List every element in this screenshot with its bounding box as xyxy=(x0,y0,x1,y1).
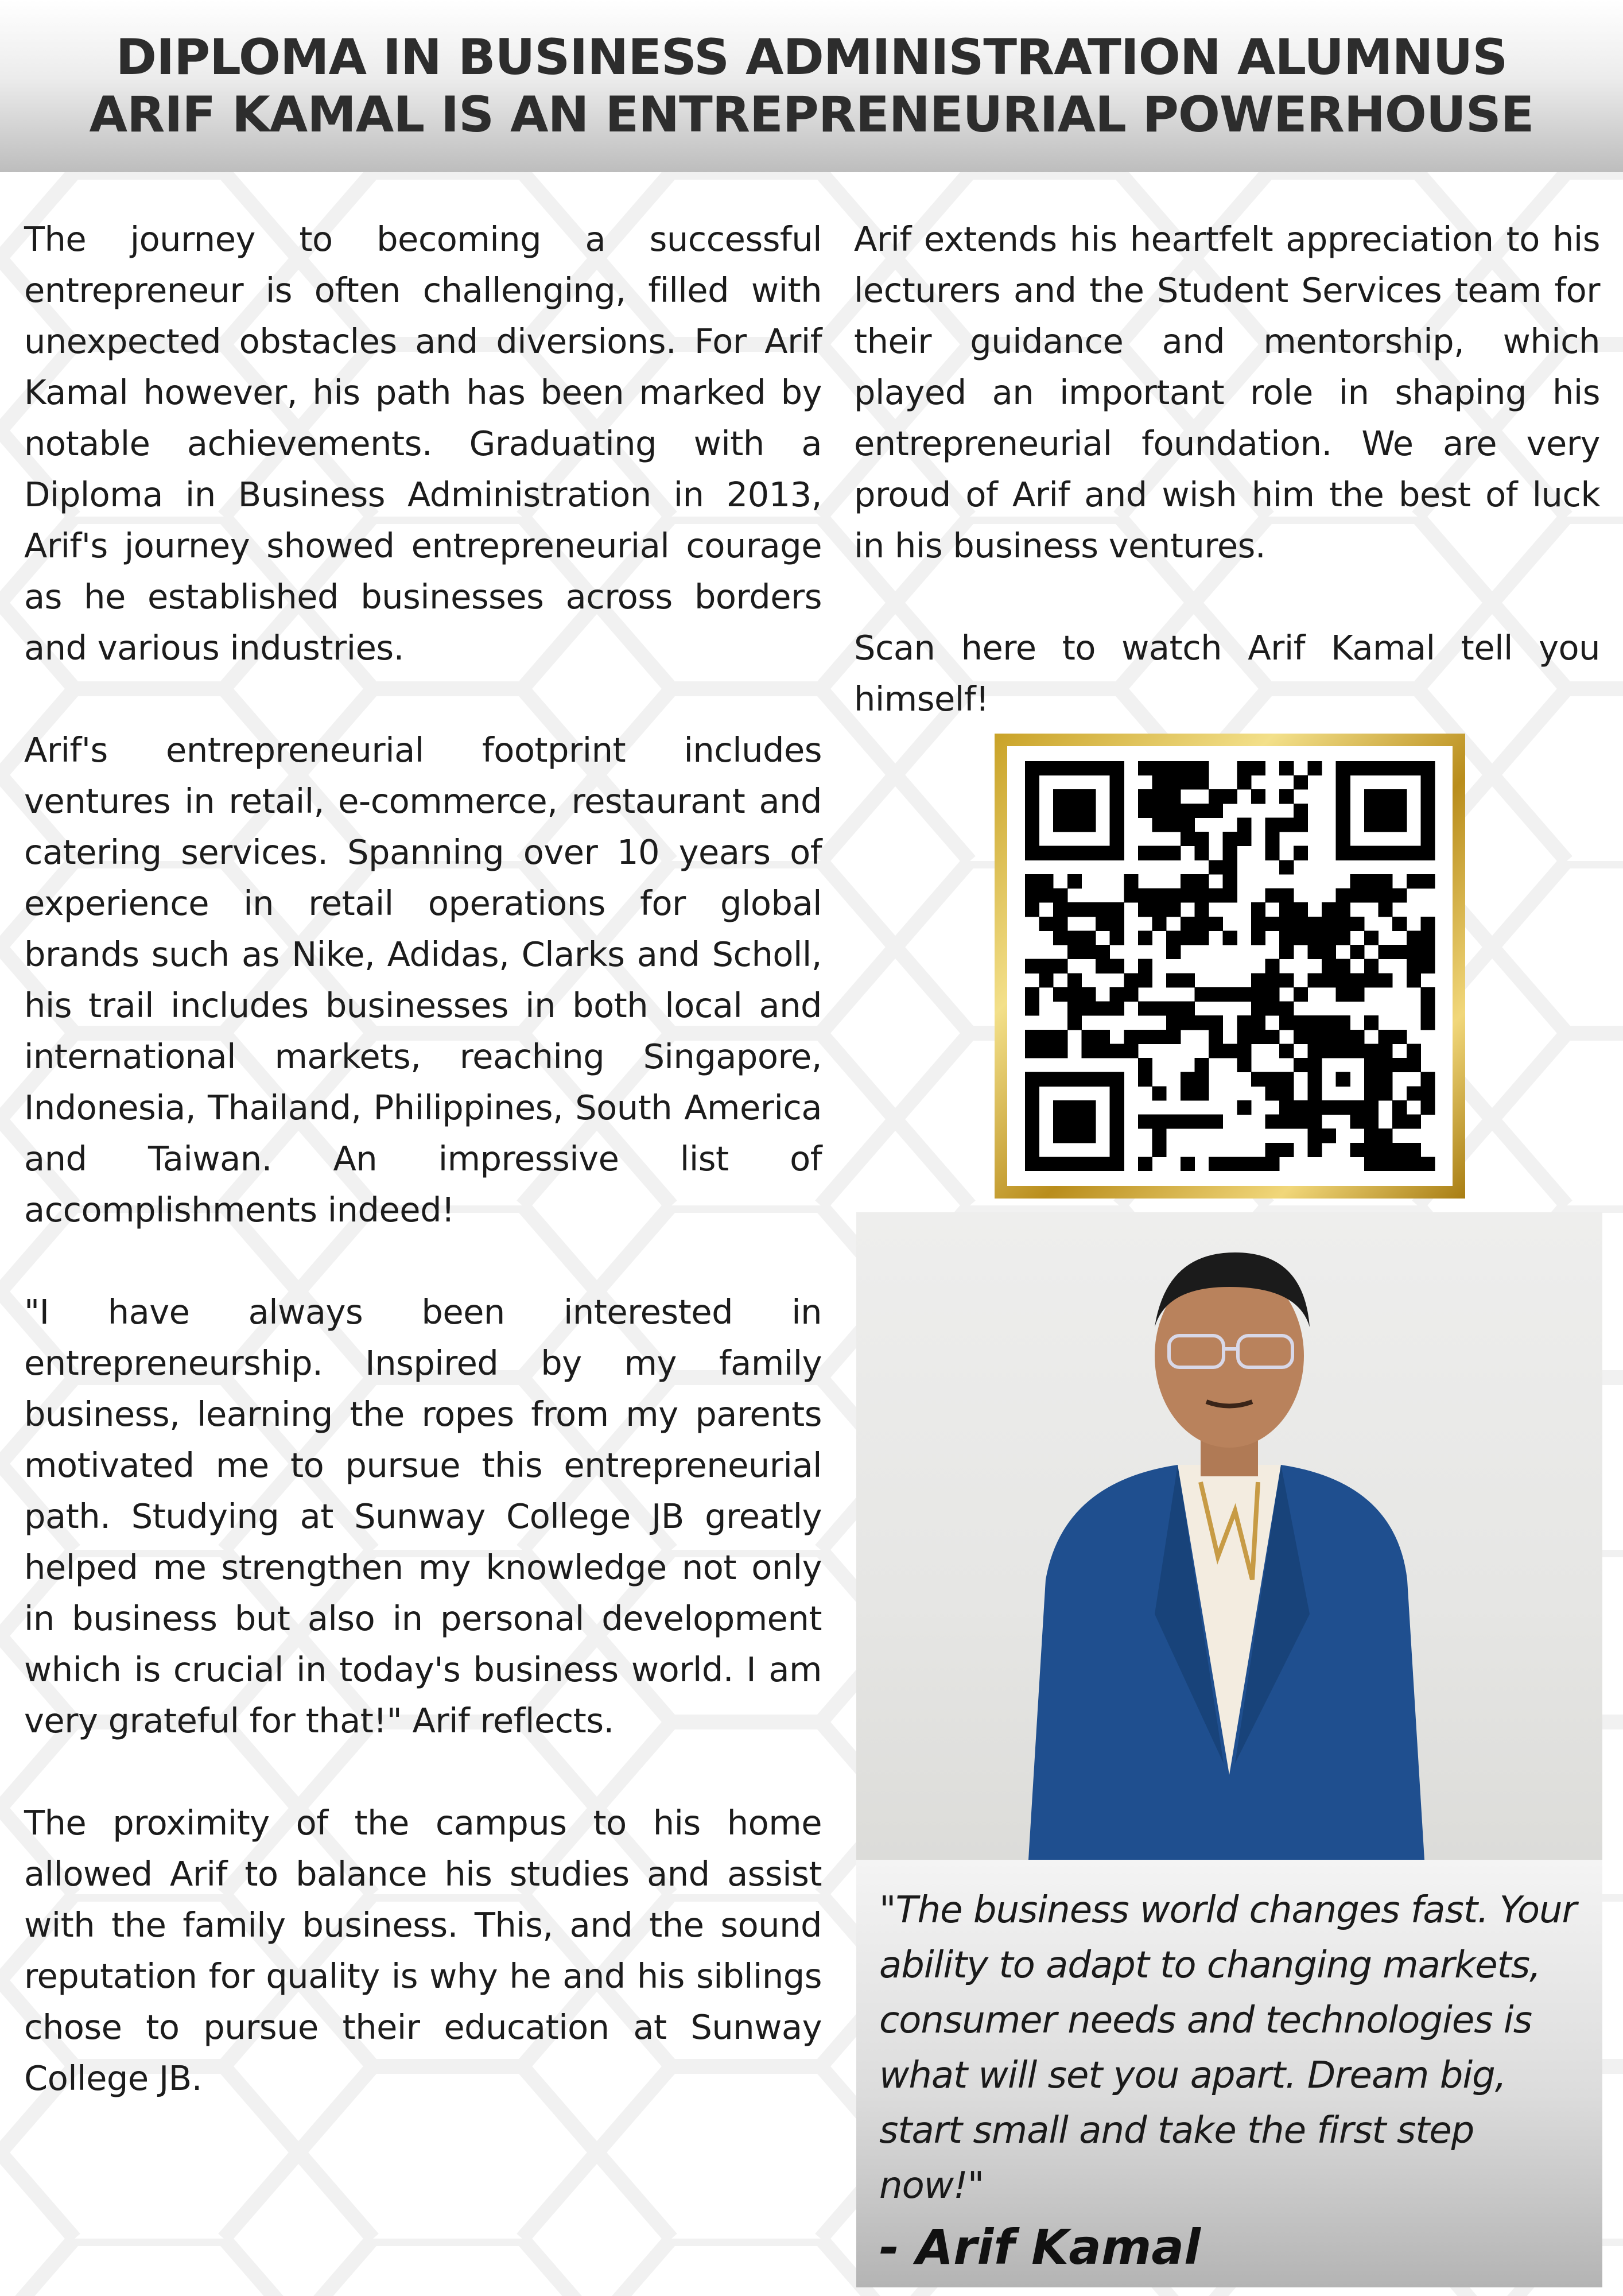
paragraph-intro: The journey to becoming a successful entrepreneur is often challenging, filled with unexpected obstacles and diversions. For Arif Kamal however, his path has been marked by notable achievements. Graduating with a Diploma in Business Administration in 2013, Arif's journey showed entrepreneurial courage as he established businesses across borders and various industries. xyxy=(24,219,822,668)
quote-box xyxy=(856,1860,1602,2287)
headline-line-2: ARIF KAMAL IS AN ENTREPRENEURIAL POWERHOUSE xyxy=(89,86,1534,144)
headline-line-1: DIPLOMA IN BUSINESS ADMINISTRATION ALUMNUS xyxy=(115,29,1508,86)
headline-banner xyxy=(0,0,1623,172)
paragraph-quote-reflection: "I have always been interested in entrepreneurship. Inspired by my family business, learning the ropes from my parents motivated me to pursue this entrepreneurial path. Studying at Sunway College JB greatly helped me strengthen my knowledge not only in business but also in personal development which is crucial in today's business world. I am very grateful for that!" Arif reflects. xyxy=(24,1292,822,1740)
paragraph-scan-prompt: Scan here to watch Arif Kamal tell you himself! xyxy=(854,628,1600,719)
quote-text: "The business world changes fast. Your ability to adapt to changing markets, consumer needs and technologies is what will set you apart. Dream big, start small and take the first step now!" xyxy=(879,1889,1577,2207)
portrait-photo xyxy=(856,1212,1602,1860)
paragraph-footprint: Arif's entrepreneurial footprint includes ventures in retail, e-commerce, restaurant and catering services. Spanning over 10 years of experience in retail operations for global brands such as Nike, Adidas, Clarks and Scholl, his trail includes businesses in both local and international markets, reaching Singapore, Indonesia, Thailand, Philippines, South America and Taiwan. An impressive list of accomplishments indeed! xyxy=(24,730,822,1230)
qr-code-frame[interactable] xyxy=(995,734,1465,1199)
paragraph-campus: The proximity of the campus to his home allowed Arif to balance his studies and assist with the family business. This, and the sound reputation for quality is why he and his siblings chose to pursue their education at Sunway College JB. xyxy=(24,1803,822,2098)
quote-author: - Arif Kamal xyxy=(879,2219,1201,2275)
left-text-column xyxy=(24,214,822,2104)
right-text-column xyxy=(854,214,1600,724)
paragraph-appreciation: Arif extends his heartfelt appreciation to his lecturers and the Student Services team for their guidance and mentorship, which played an important role in shaping his entrepreneurial foundation. We are very proud of Arif and wish him the best of luck in his business ventures. xyxy=(854,219,1600,565)
qr-code-icon[interactable] xyxy=(1022,761,1438,1171)
